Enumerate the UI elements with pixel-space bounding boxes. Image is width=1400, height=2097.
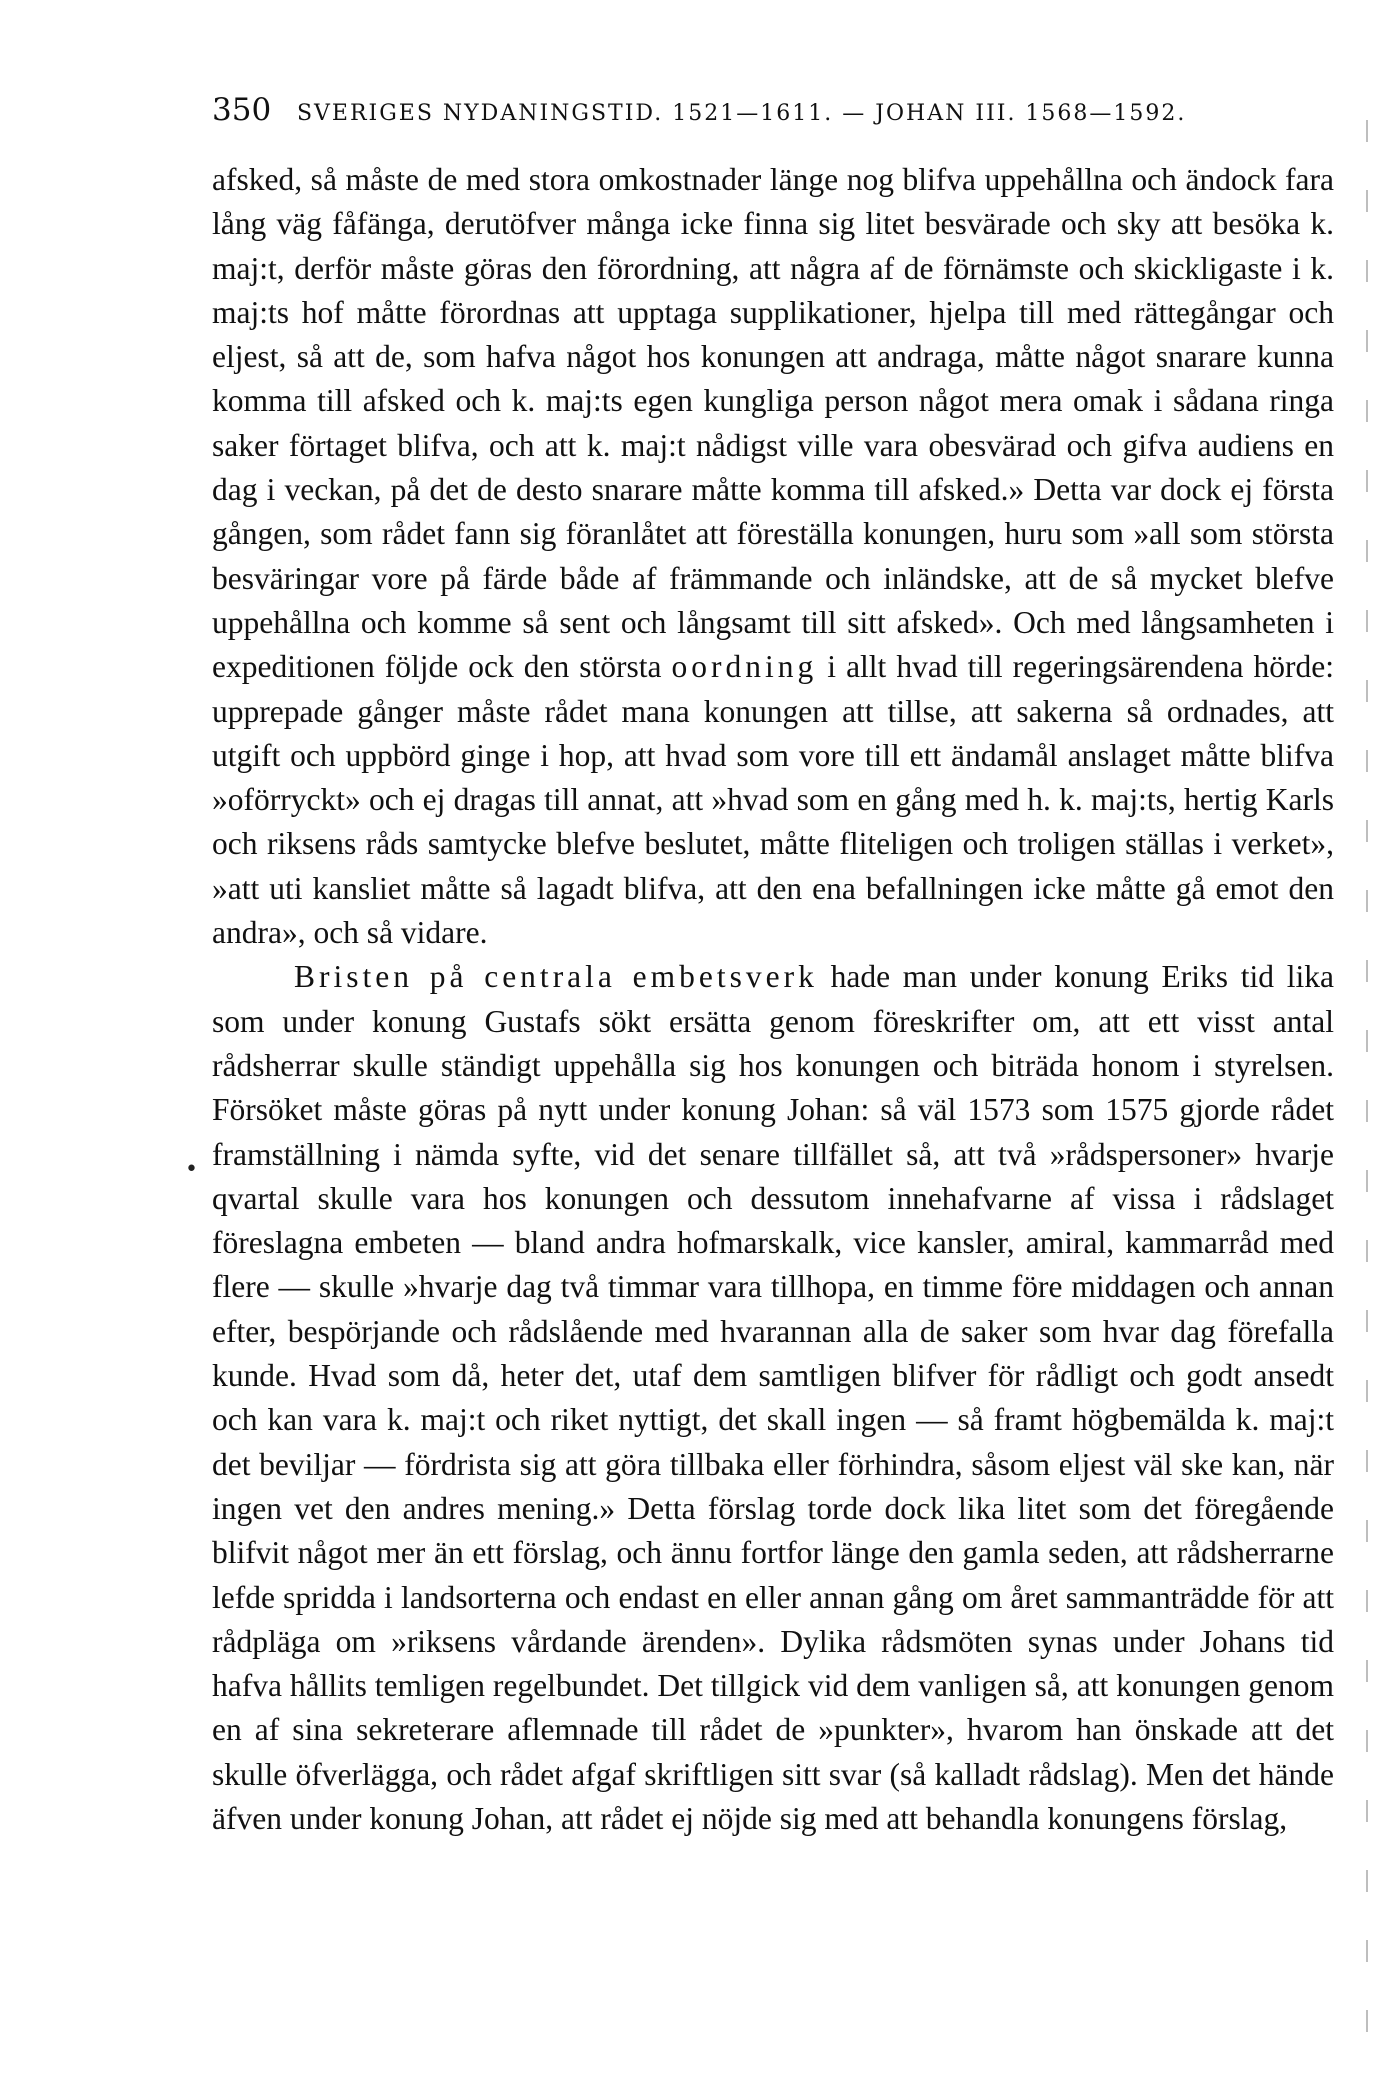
paragraph-2 (212, 955, 1334, 1841)
spaced-emphasis-oordning: oordning (671, 649, 818, 685)
paragraph-1-text-continued: i allt hvad till regeringsärendena hörde: upprepade gånger måste rådet mana konungen att tillse, att sakerna så ordnades, att utgift och uppbörd ginge i hop, att hvad som vore till ett ändamål anslaget måtte blifva »oförryckt» och ej dragas till annat, att »hvad som en gång med h. k. maj:ts, hertig Karls och riksens råds samtycke blefve beslutet, måtte fliteligen och troligen ställas i verket», »att uti kansliet måtte så lagadt blifva, att den ena befallningen icke måtte gå emot den andra», och så vidare. (212, 649, 1334, 951)
paragraph-1-text: afsked, så måste de med stora omkostnader länge nog blifva uppehållna och ändock fara lång väg fåfänga, derutöfver många icke finna sig litet besvärade och sky att besöka k. maj:t, derför måste göras den förordning, att några af de förnämste och skickligaste i k. maj:ts hof måtte förordnas att upptaga supplikationer, hjelpa till med rättegångar och eljest, så att de, som hafva något hos konungen att andraga, måtte något snarare kunna komma till afsked och k. maj:ts egen kungliga person något mera omak i sådana ringa saker förtaget blifva, och att k. maj:t nådigst ville vara obesvärad och gifva audiens en dag i veckan, på det de desto snarare måtte komma till afsked.» Detta var dock ej första gången, som rådet fann sig föranlåtet att föreställa konungen, huru som »all som största besväringar vore på färde både af främmande och inländske, att de så mycket blefve uppehållna och komme så sent och långsamt till sitt afsked». Och med långsamheten i expeditionen följde ock den största (212, 162, 1334, 685)
running-title: SVERIGES NYDANINGSTID. 1521—1611. — JOHAN III. 1568—1592. (296, 101, 1187, 126)
page-number: 350 (212, 92, 272, 128)
body-text (212, 158, 1334, 1841)
paragraph-1 (212, 158, 1334, 955)
page-edge-shadow (1366, 120, 1368, 2050)
running-head (212, 92, 1342, 132)
spaced-emphasis-heading: Bristen på centrala embetsverk (294, 959, 818, 995)
paragraph-2-text: hade man under konung Eriks tid lika som under konung Gustafs sökt ersätta genom föreskrifter om, att ett visst antal rådsherrar skulle ständigt uppehålla sig hos konungen och biträda honom i styrelsen. Försöket måste göras på nytt under konung Johan: så väl 1573 som 1575 gjorde rådet framställning i nämda syfte, vid det senare tillfället så, att två »rådspersoner» hvarje qvartal skulle vara hos konungen och dessutom innehafvarne af vissa i rådslaget föreslagna embeten — bland andra hofmarskalk, vice kansler, amiral, kammarråd med flere — skulle »hvarje dag två timmar vara tillhopa, en timme före middagen och annan efter, bespörjande och rådslående med hvarannan alla de saker som hvar dag förefalla kunde. Hvad som då, heter det, utaf dem samtligen blifver för rådligt och godt ansedt och kan vara k. maj:t och riket nyttigt, det skall ingen — så framt högbemälda k. maj:t det beviljar — fördrista sig att göra tillbaka eller förhindra, såsom eljest väl ske kan, när ingen vet den andres mening.» Detta förslag torde dock lika litet som det föregående blifvit något mer än ett förslag, och ännu fortfor länge den gamla seden, att rådsherrarne lefde spridda i landsorterna och endast en eller annan gång om året sammanträdde för att rådpläga om »riksens vårdande ärenden». Dylika rådsmöten synas under Johans tid hafva hållits temligen regelbundet. Det tillgick vid dem vanligen så, att konungen genom en af sina sekreterare aflemnade till rådet de »punkter», hvarom han önskade att det skulle öfverlägga, och rådet afgaf skriftligen sitt svar (så kalladt rådslag). Men det hände äfven under konung Johan, att rådet ej nöjde sig med att behandla konungens förslag, (212, 959, 1334, 1836)
margin-dot-mark: • (185, 1157, 198, 1182)
